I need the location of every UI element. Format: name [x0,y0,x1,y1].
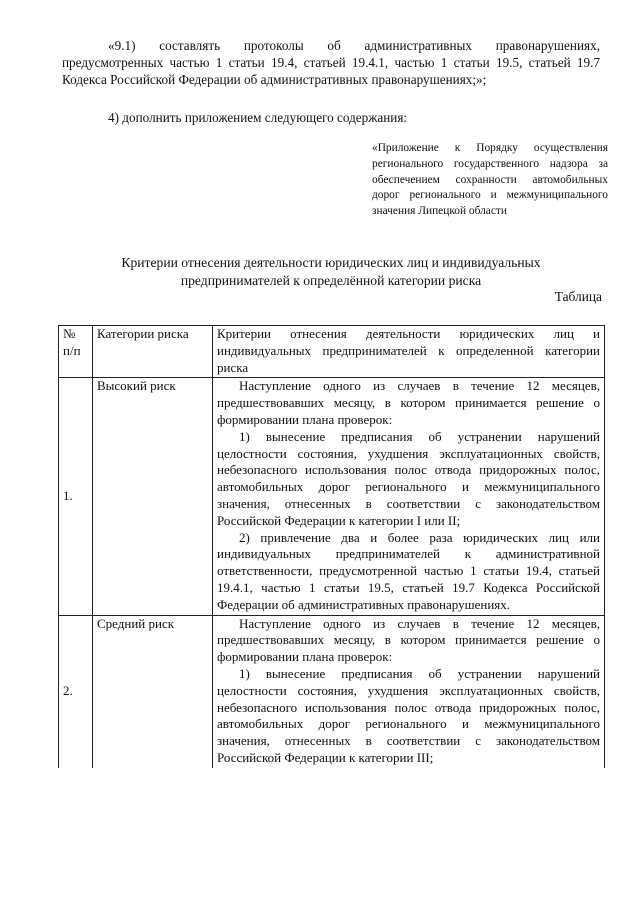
table-heading [62,254,600,290]
criteria-item: 1) вынесение предписания об устранении нарушений целостности состояния, ухудшения эксплуатационных свойств, небезопасного использования полос отвода придорожных полос, автомобильных дорог регионального и межмуниципального значения, отнесенных в соответствии с законодательством Российской Федерации к категории I или II; [217,428,600,528]
row-criteria [213,378,605,615]
row-criteria [213,615,605,768]
risk-criteria-table [58,325,605,768]
table-row [59,378,605,615]
table-row [59,615,605,768]
row-num: 2. [59,615,93,768]
table-heading-line-1: Критерии отнесения деятельности юридических лиц и индивидуальных [121,255,541,270]
table-heading-line-2: предпринимателей к определённой категории риска [180,273,482,288]
table-header-row [59,326,605,378]
row-category: Высокий риск [93,378,213,615]
row-category: Средний риск [93,615,213,768]
criteria-intro: Наступление одного из случаев в течение 12 месяцев, предшествовавших месяцу, в котором принимается решение о формировании плана проверок: [217,615,600,665]
header-category: Категории риска [93,326,213,378]
amendment-paragraph-9-1: «9.1) составлять протоколы об административных правонарушениях, предусмотренных частью 1 статьи 19.4, статьей 19.4.1, частью 1 статьи 19.5, статьей 19.7 Кодекса Российской Федерации об административных правонарушениях;»; [62,38,600,87]
header-criteria: Критерии отнесения деятельности юридических лиц и индивидуальных предпринимателей к определенной категории риска [213,326,605,378]
header-num: № п/п [59,326,93,378]
amendment-paragraph-4: 4) дополнить приложением следующего содержания: [108,110,408,125]
appendix-note: «Приложение к Порядку осуществления регионального государственного надзора за обеспечением сохранности автомобильных дорог регионального и межмуниципального значения Липецкой области [372,142,608,218]
table-label: Таблица [554,289,602,304]
criteria-item: 2) привлечение два и более раза юридических лиц или индивидуальных предпринимателей к административной ответственности, предусмотренной частью 1 статьи 19.4, статьей 19.4.1, частью 1 статьи 19.5, статьей 19.7 Кодекса Российской Федерации об административных правонарушениях. [217,529,600,612]
criteria-item: 1) вынесение предписания об устранении нарушений целостности состояния, ухудшения эксплуатационных свойств, небезопасного использования полос отвода придорожных полос, автомобильных дорог регионального и межмуниципального значения, отнесенных в соответствии с законодательством Российской Федерации к категории III; [217,665,600,765]
criteria-intro: Наступление одного из случаев в течение 12 месяцев, предшествовавших месяцу, в котором принимается решение о формировании плана проверок: [217,378,600,427]
row-num: 1. [59,378,93,615]
